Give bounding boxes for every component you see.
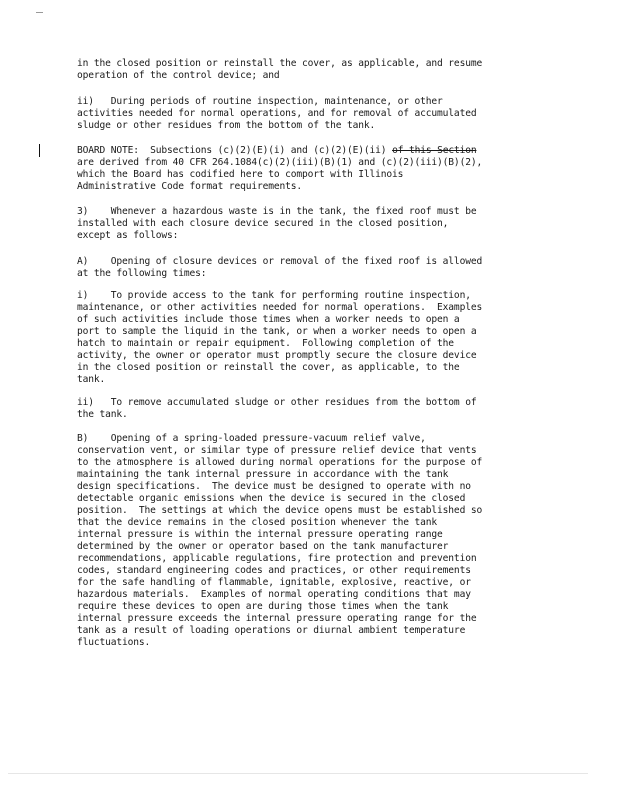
text-line: conservation vent, or similar type of pressure relief device that vents — [77, 445, 477, 456]
text-line: port to sample the liquid in the tank, or when a worker needs to open a — [77, 326, 477, 337]
text-line: fluctuations. — [77, 637, 151, 648]
text-line: ii) During periods of routine inspection, maintenance, or other — [77, 96, 443, 107]
text-line: internal pressure is within the internal pressure operating range — [77, 529, 443, 540]
text-line: i) To provide access to the tank for performing routine inspection, — [77, 290, 471, 301]
text-line: determined by the owner or operator based on the tank manufacturer — [77, 541, 449, 552]
page-bottom-edge — [8, 773, 588, 774]
board-note-line — [77, 145, 476, 157]
text-line: installed with each closure device secured in the closed position, — [77, 218, 449, 229]
text-line: maintaining the tank internal pressure in accordance with the tank — [77, 469, 449, 480]
text-line: activities needed for normal operations, and for removal of accumulated — [77, 108, 477, 119]
text-line: tank. — [77, 374, 106, 385]
text-line: Administrative Code format requirements. — [77, 181, 303, 192]
text-line: codes, standard engineering codes and practices, or other requirements — [77, 565, 471, 576]
text-line: which the Board has codified here to comport with Illinois — [77, 169, 404, 180]
text-line: activity, the owner or operator must promptly secure the closure device — [77, 350, 477, 361]
text-line: except as follows: — [77, 230, 179, 241]
text-line: internal pressure exceeds the internal pressure operating range for the — [77, 613, 477, 624]
text-line: design specifications. The device must be designed to operate with no — [77, 481, 471, 492]
text-line: maintenance, or other activities needed for normal operations. Examples — [77, 302, 483, 313]
text-line: A) Opening of closure devices or removal of the fixed roof is allowed — [77, 256, 483, 267]
text-line: that the device remains in the closed position whenever the tank — [77, 517, 438, 528]
scan-mark — [36, 12, 43, 13]
text-line: position. The settings at which the device opens must be established so — [77, 505, 483, 516]
text-line: hazardous materials. Examples of normal operating conditions that may — [77, 589, 471, 600]
text-line: the tank. — [77, 409, 128, 420]
text-line: B) Opening of a spring-loaded pressure-vacuum relief valve, — [77, 433, 426, 444]
text-line: ii) To remove accumulated sludge or other residues from the bottom of — [77, 397, 477, 408]
text-line: require these devices to open are during those times when the tank — [77, 601, 449, 612]
board-note-text: BOARD NOTE: Subsections (c)(2)(E)(i) and (c)(2)(E)(ii) — [77, 145, 393, 156]
text-line: at the following times: — [77, 268, 207, 279]
text-line: for the safe handling of flammable, ignitable, explosive, reactive, or — [77, 577, 471, 588]
text-line: tank as a result of loading operations or diurnal ambient temperature — [77, 625, 466, 636]
text-line: in the closed position or reinstall the cover, as applicable, and resume — [77, 58, 483, 69]
text-line: sludge or other residues from the bottom of the tank. — [77, 120, 376, 131]
revision-bar — [39, 144, 40, 157]
text-line: 3) Whenever a hazardous waste is in the tank, the fixed roof must be — [77, 206, 477, 217]
text-line: in the closed position or reinstall the cover, as applicable, to the — [77, 362, 460, 373]
text-line: are derived from 40 CFR 264.1084(c)(2)(iii)(B)(1) and (c)(2)(iii)(B)(2), — [77, 157, 483, 168]
text-line: of such activities include those times when a worker needs to open a — [77, 314, 460, 325]
text-line: recommendations, applicable regulations, fire protection and prevention — [77, 553, 477, 564]
text-line: operation of the control device; and — [77, 70, 280, 81]
text-line: detectable organic emissions when the device is secured in the closed — [77, 493, 466, 504]
text-line: to the atmosphere is allowed during normal operations for the purpose of — [77, 457, 483, 468]
struck-text: of this Section — [392, 145, 477, 156]
text-line: hatch to maintain or repair equipment. Following completion of the — [77, 338, 454, 349]
